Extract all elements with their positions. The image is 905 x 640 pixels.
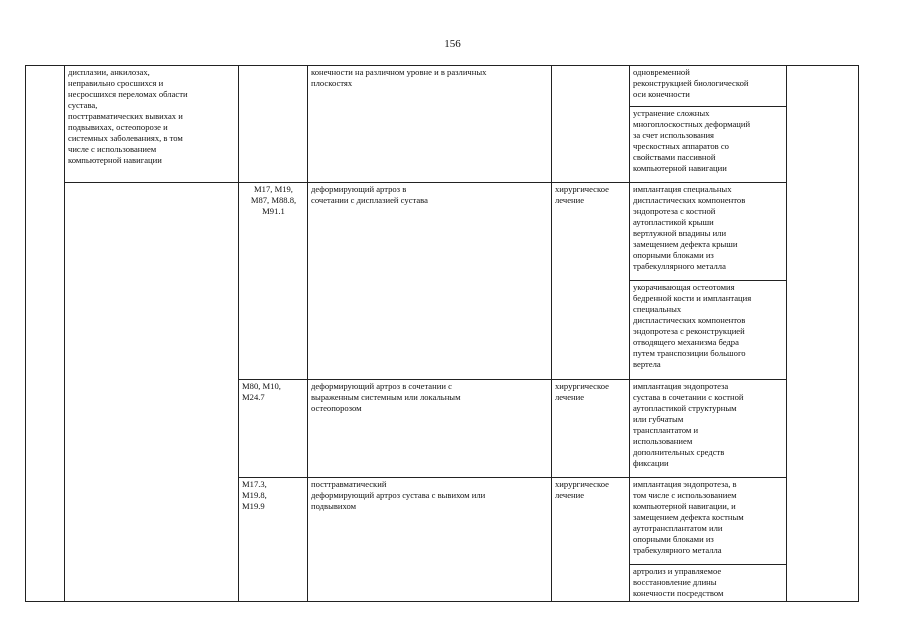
diagnosis-cell-empty xyxy=(65,183,239,602)
treatment-type-cell: хирургическое лечение xyxy=(552,380,630,478)
method-cell: имплантация специальных диспластических компонентов эндопротеза с костной аутопластикой крыши вертлужной впадины или замещением дефекта крыши опорными блоками из трабекуллярного металла xyxy=(630,183,787,281)
method-cell: имплантация эндопротеза сустава в сочетании с костной аутопластикой структурным или губчатым трансплантатом и использованием дополнительных средств фиксации xyxy=(630,380,787,478)
page-number: 156 xyxy=(444,38,461,50)
patient-model-cell: деформирующий артроз в сочетании с дисплазией сустава xyxy=(308,183,552,380)
treatment-type-cell: хирургическое лечение xyxy=(552,183,630,380)
icd-codes-cell: M80, M10, M24.7 xyxy=(239,380,308,478)
method-cell: одновременной реконструкцией биологической оси конечности xyxy=(630,66,787,107)
method-cell: укорачивающая остеотомия бедренной кости и имплантация специальных диспластических компонентов эндопротеза с реконструкцией отводящего механизма бедра путем транспозиции большого вертела xyxy=(630,281,787,380)
norm-cell xyxy=(787,66,859,602)
patient-model-cell: посттравматический деформирующий артроз сустава с вывихом или подвывихом xyxy=(308,478,552,602)
method-cell: артролиз и управляемое восстановление длины конечности посредством xyxy=(630,565,787,602)
codes-cell-empty xyxy=(239,66,308,183)
treatment-type-cell: хирургическое лечение xyxy=(552,478,630,602)
method-cell: имплантация эндопротеза, в том числе с использованием компьютерной навигации, и замещением дефекта костным аутотрансплантатом или опорными блоками из трабекулярного металла xyxy=(630,478,787,565)
icd-codes-cell: M17.3, M19.8, M19.9 xyxy=(239,478,308,602)
icd-codes-cell: M17, M19, M87, M88.8, M91.1 xyxy=(239,183,308,380)
model-continuation-cell: конечности на различном уровне и в различных плоскостях xyxy=(308,66,552,183)
diagnosis-continuation-cell: дисплазии, анкилозах, неправильно сросшихся и несросшихся переломах области сустава, посттравматических вывихах и подвывихах, остеопорозе и системных заболеваниях, в том числе с использованием компьютерной навигации xyxy=(65,66,239,183)
treatment-type-cell-empty xyxy=(552,66,630,183)
method-cell: устранение сложных многоплоскостных деформаций за счет использования чрескостных аппаратов со свойствами пассивной компьютерной навигации xyxy=(630,107,787,183)
number-cell xyxy=(26,66,65,602)
patient-model-cell: деформирующий артроз в сочетании с выраженным системным или локальным остеопорозом xyxy=(308,380,552,478)
medical-care-table xyxy=(25,65,859,602)
